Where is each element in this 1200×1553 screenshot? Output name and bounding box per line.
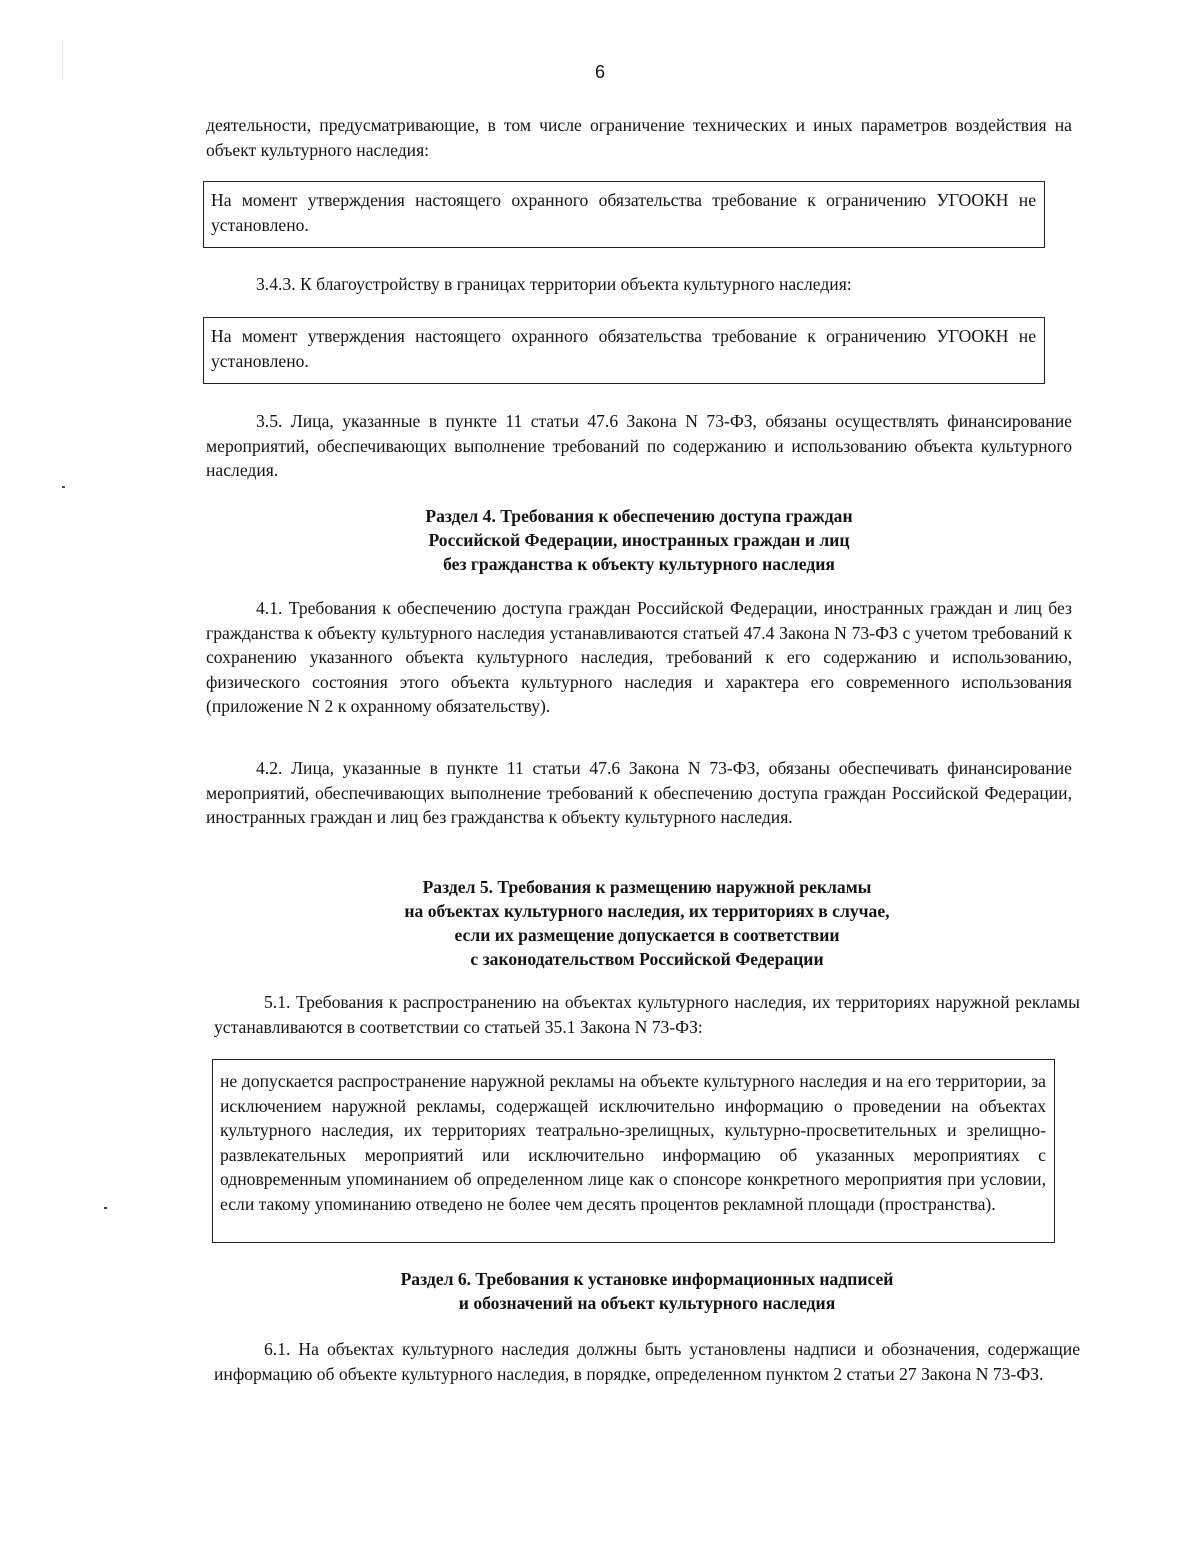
section-4-heading-line: Раздел 4. Требования к обеспечению доступа граждан bbox=[425, 506, 853, 526]
paragraph-3-4-3 bbox=[206, 272, 1072, 297]
paragraph-6-1-text: 6.1. На объектах культурного наследия должны быть установлены надписи и обозначения, содержащие информацию об объекте культурного наследия, в порядке, определенном пунктом 2 статьи 27 Закона N 73-ФЗ. bbox=[214, 1339, 1080, 1384]
paragraph-4-2-text: 4.2. Лица, указанные в пункте 11 статьи 47.6 Закона N 73-ФЗ, обязаны обеспечивать финансирование мероприятий, обеспечивающих выполнение требований к обеспечению доступа граждан Российской Федерации, иностранных граждан и лиц без гражданства к объекту культурного наследия. bbox=[206, 758, 1072, 827]
section-4-heading-line: без гражданства к объекту культурного наследия bbox=[443, 554, 835, 574]
paragraph-3-5 bbox=[206, 409, 1072, 483]
paragraph-3-5-text: 3.5. Лица, указанные в пункте 11 статьи 47.6 Закона N 73-ФЗ, обязаны осуществлять финансирование мероприятий, обеспечивающих выполнение требований по содержанию и использованию объекта культурного наследия. bbox=[206, 411, 1072, 480]
section-5-heading-line: Раздел 5. Требования к размещению наружной рекламы bbox=[422, 877, 872, 897]
section-5-heading-line: на объектах культурного наследия, их территориях в случае, bbox=[404, 901, 890, 921]
restriction-box-2-text: На момент утверждения настоящего охранного обязательства требование к ограничению УГООКН не установлено. bbox=[211, 326, 1036, 371]
section-4-heading-line: Российской Федерации, иностранных граждан и лиц bbox=[428, 530, 850, 550]
advertising-restriction-box bbox=[212, 1059, 1055, 1243]
paragraph-4-2 bbox=[206, 756, 1072, 830]
scan-speck bbox=[104, 1207, 107, 1209]
page-number: 6 bbox=[594, 62, 605, 82]
section-6-heading-line: Раздел 6. Требования к установке информационных надписей bbox=[400, 1269, 894, 1289]
section-6-heading bbox=[214, 1267, 1080, 1315]
scan-speck bbox=[62, 486, 65, 488]
paragraph-5-1-text: 5.1. Требования к распространению на объектах культурного наследия, их территориях наружной рекламы устанавливаются в соответствии со статьей 35.1 Закона N 73-ФЗ: bbox=[214, 992, 1080, 1037]
restriction-box-2 bbox=[203, 317, 1045, 384]
restriction-box-1-text: На момент утверждения настоящего охранного обязательства требование к ограничению УГООКН не установлено. bbox=[211, 190, 1036, 235]
paragraph-4-1 bbox=[206, 596, 1072, 719]
paragraph-6-1 bbox=[214, 1337, 1080, 1386]
section-5-heading bbox=[214, 875, 1080, 971]
paragraph-5-1 bbox=[214, 990, 1080, 1039]
advertising-restriction-text: не допускается распространение наружной рекламы на объекте культурного наследия и на его территории, за исключением наружной рекламы, содержащей исключительно информацию о проведении на объектах культурного наследия, их территориях театрально-зрелищных, культурно-просветительных и зрелищно-развлекательных мероприятий или исключительно информацию об указанных мероприятиях с одновременным упоминанием об определенном лице как о спонсоре конкретного мероприятия при условии, если такому упоминанию отведено не более чем десять процентов рекламной площади (пространства). bbox=[220, 1071, 1046, 1214]
section-4-heading bbox=[206, 504, 1072, 576]
section-6-heading-line: и обозначений на объект культурного наследия bbox=[458, 1293, 836, 1313]
section-5-heading-line: с законодательством Российской Федерации bbox=[470, 949, 824, 969]
paragraph-4-1-text: 4.1. Требования к обеспечению доступа граждан Российской Федерации, иностранных граждан и лиц без гражданства к объекту культурного наследия устанавливаются статьей 47.4 Закона N 73-ФЗ с учетом требований к сохранению указанного объекта культурного наследия, требований к его содержанию и использованию, физического состояния этого объекта культурного наследия и характера его современного использования (приложение N 2 к охранному обязательству). bbox=[206, 598, 1072, 716]
intro-paragraph bbox=[206, 113, 1072, 162]
intro-text: деятельности, предусматривающие, в том числе ограничение технических и иных параметров воздействия на объект культурного наследия: bbox=[206, 115, 1072, 160]
section-5-heading-line: если их размещение допускается в соответствии bbox=[454, 925, 840, 945]
restriction-box-1 bbox=[203, 181, 1045, 248]
paragraph-3-4-3-text: 3.4.3. К благоустройству в границах территории объекта культурного наследия: bbox=[256, 274, 852, 294]
